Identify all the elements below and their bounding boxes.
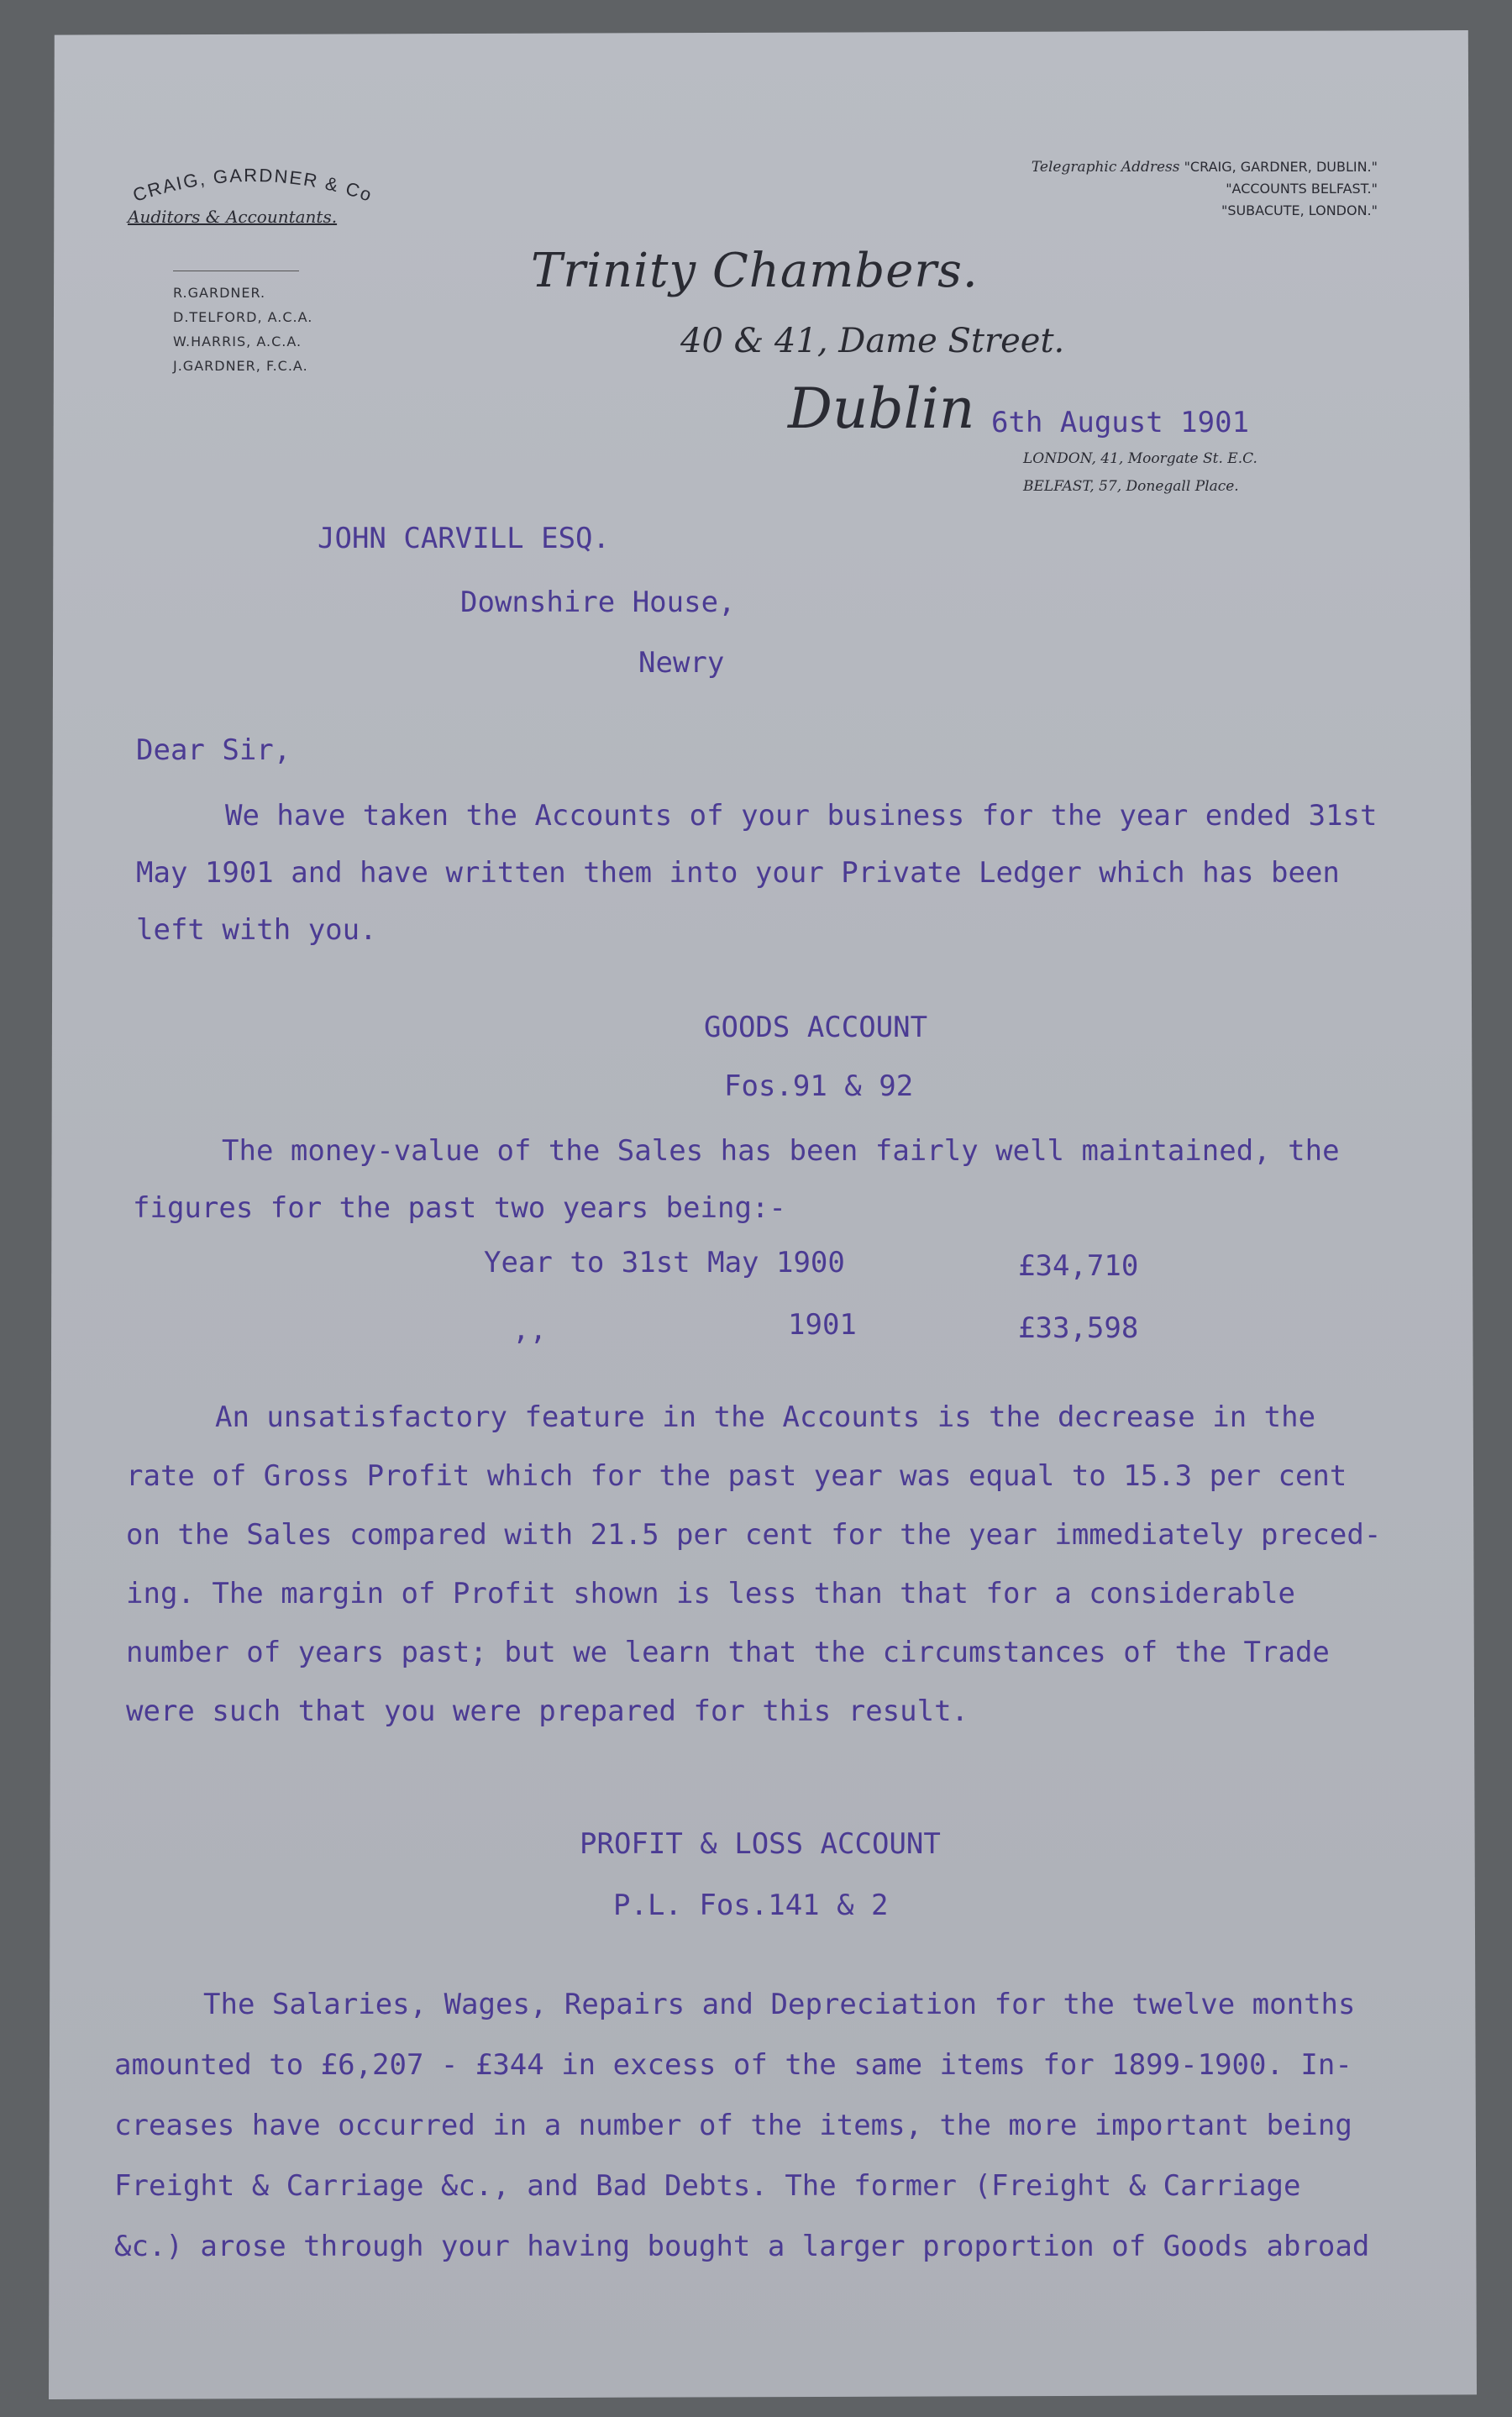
- firm-name-arc: [108, 161, 398, 212]
- recipient-address-line: Downshire House,: [460, 586, 736, 619]
- salutation: Dear Sir,: [136, 733, 291, 767]
- paragraph-line: &c.) arose through your having bought a larger proportion of Goods abroad: [114, 2230, 1370, 2263]
- paragraph-line: number of years past; but we learn that the circumstances of the Trade: [126, 1636, 1330, 1669]
- profit-loss-heading: PROFIT & LOSS ACCOUNT: [580, 1827, 941, 1861]
- paragraph-line: left with you.: [136, 913, 377, 947]
- goods-paragraph: [133, 1122, 1340, 1237]
- sales-amount: £34,710: [1018, 1249, 1139, 1283]
- paragraph-line: on the Sales compared with 21.5 per cent for the year immediately preced-: [126, 1518, 1382, 1552]
- recipient-town: Newry: [638, 646, 725, 680]
- sales-year-label: 1901: [788, 1308, 857, 1342]
- paragraph-line: were such that you were prepared for this result.: [126, 1695, 969, 1728]
- goods-account-heading: GOODS ACCOUNT: [704, 1011, 928, 1044]
- telegraph-label: Telegraphic Address: [1031, 159, 1180, 176]
- sales-ditto-mark: ,,: [512, 1313, 547, 1347]
- street-address: 40 & 41, Dame Street.: [680, 322, 1065, 360]
- partner-name: J.GARDNER, F.C.A.: [173, 358, 308, 374]
- intro-paragraph: [136, 787, 1377, 959]
- paragraph-line: An unsatisfactory feature in the Accounts is the decrease in the: [215, 1400, 1316, 1434]
- partner-name: D.TELFORD, A.C.A.: [173, 309, 313, 325]
- firm-subtitle: Auditors & Accountants.: [128, 207, 338, 227]
- firm-name: CRAIG, GARDNER & Co: [129, 164, 376, 207]
- letter-date: 6th August 1901: [991, 406, 1250, 439]
- paragraph-line: creases have occurred in a number of the items, the more important being: [114, 2109, 1352, 2142]
- telegraph-line: "SUBACUTE, LONDON.": [1221, 202, 1378, 218]
- partners-list: [173, 281, 312, 378]
- svg-text:CRAIG, GARDNER & Co: [130, 165, 375, 206]
- gross-profit-paragraph: [126, 1388, 1381, 1741]
- paragraph-line: Freight & Carriage &c., and Bad Debts. The former (Freight & Carriage: [114, 2169, 1301, 2203]
- goods-account-folio: Fos.91 & 92: [724, 1069, 914, 1103]
- building-name: Trinity Chambers.: [531, 244, 979, 298]
- paragraph-line: rate of Gross Profit which for the past year was equal to 15.3 per cent: [126, 1459, 1347, 1493]
- telegraph-line: "CRAIG, GARDNER, DUBLIN.": [1184, 159, 1378, 175]
- paragraph-line: figures for the past two years being:-: [133, 1191, 786, 1225]
- paragraph-line: The money-value of the Sales has been fairly well maintained, the: [222, 1134, 1340, 1168]
- branch-line: BELFAST, 57, Donegall Place.: [1023, 478, 1239, 495]
- city-name: Dublin: [788, 376, 975, 441]
- paragraph-line: The Salaries, Wages, Repairs and Depreciation for the twelve months: [203, 1988, 1356, 2021]
- sales-year-label: Year to 31st May 1900: [484, 1246, 845, 1279]
- paragraph-line: May 1901 and have written them into your Private Ledger which has been: [136, 856, 1340, 890]
- profit-loss-paragraph: [114, 1974, 1369, 2277]
- telegraph-line: "ACCOUNTS BELFAST.": [1226, 181, 1378, 197]
- telegraphic-address: [991, 156, 1378, 222]
- partner-name: W.HARRIS, A.C.A.: [173, 334, 302, 349]
- paragraph-line: ing. The margin of Profit shown is less than that for a considerable: [126, 1577, 1295, 1610]
- branch-line: LONDON, 41, Moorgate St. E.C.: [1023, 450, 1257, 467]
- recipient-name: JOHN CARVILL ESQ.: [318, 522, 610, 555]
- sales-amount: £33,598: [1018, 1311, 1139, 1345]
- paragraph-line: We have taken the Accounts of your business for the year ended 31st: [225, 799, 1378, 833]
- partner-name: R.GARDNER.: [173, 285, 266, 301]
- branch-offices: [1023, 445, 1257, 501]
- profit-loss-folio: P.L. Fos.141 & 2: [613, 1889, 889, 1922]
- paragraph-line: amounted to £6,207 - £344 in excess of the same items for 1899-1900. In-: [114, 2048, 1352, 2082]
